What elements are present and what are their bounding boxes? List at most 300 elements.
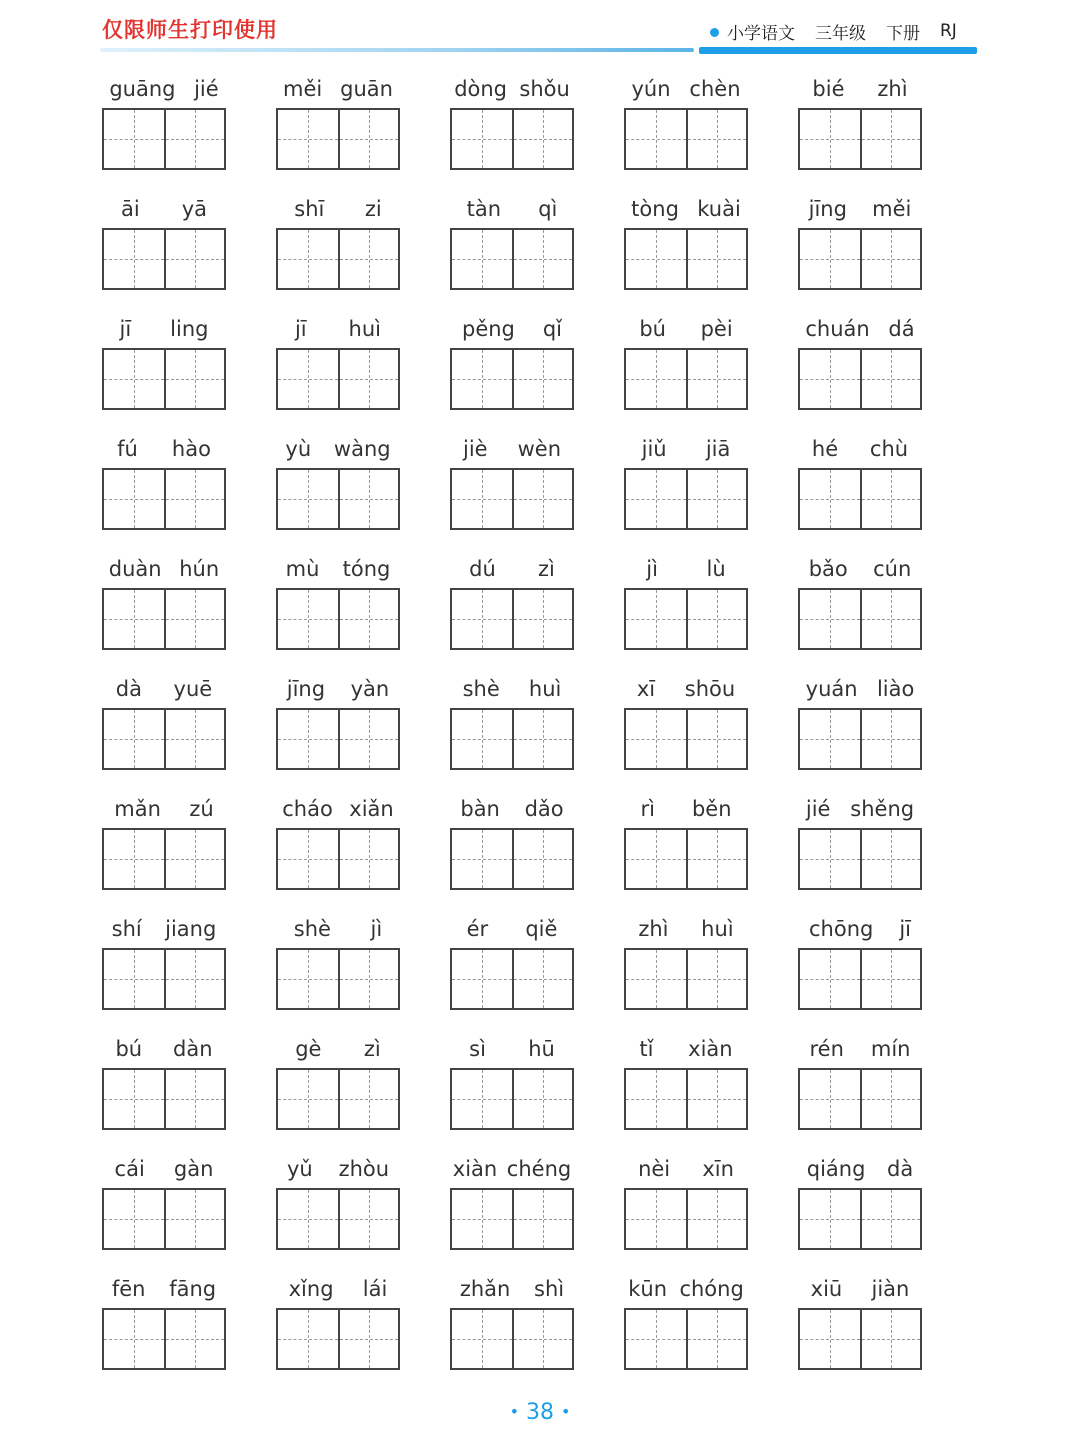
character-cell[interactable] [626, 470, 686, 528]
tian-writing-box[interactable] [276, 1068, 400, 1130]
character-cell[interactable] [626, 1070, 686, 1128]
character-cell[interactable] [278, 350, 338, 408]
character-cell[interactable] [104, 350, 164, 408]
character-cell[interactable] [626, 710, 686, 768]
footer-dot-right: • [561, 1402, 571, 1421]
character-cell[interactable] [512, 710, 572, 768]
exercise-item [270, 550, 406, 670]
pinyin-row [444, 910, 580, 948]
pinyin-syllable: lù [706, 557, 726, 581]
pinyin-syllable: xīn [702, 1157, 734, 1181]
pinyin-row [96, 430, 232, 468]
tian-writing-box[interactable] [450, 108, 574, 170]
character-cell[interactable] [860, 230, 920, 288]
tian-writing-box[interactable] [450, 1308, 574, 1370]
pinyin-syllable: guāng [109, 77, 176, 101]
pinyin-syllable: cháo [282, 797, 333, 821]
character-cell[interactable] [278, 1190, 338, 1248]
tian-writing-box[interactable] [798, 348, 922, 410]
tian-writing-box[interactable] [624, 348, 748, 410]
pinyin-syllable: dǎo [524, 797, 564, 821]
pinyin-syllable: shōu [684, 677, 736, 701]
tian-writing-box[interactable] [276, 708, 400, 770]
character-cell[interactable] [800, 590, 860, 648]
character-cell[interactable] [800, 230, 860, 288]
pinyin-row [270, 1150, 406, 1188]
character-cell[interactable] [164, 350, 224, 408]
character-cell[interactable] [686, 1190, 746, 1248]
character-cell[interactable] [164, 830, 224, 888]
pinyin-syllable: āi [121, 197, 140, 221]
character-cell[interactable] [860, 590, 920, 648]
character-cell[interactable] [338, 1070, 398, 1128]
tian-writing-box[interactable] [102, 588, 226, 650]
tian-writing-box[interactable] [276, 588, 400, 650]
character-cell[interactable] [626, 110, 686, 168]
tian-writing-box[interactable] [102, 468, 226, 530]
pinyin-row [444, 1270, 580, 1308]
exercise-item [618, 1150, 754, 1270]
pinyin-syllable: bàn [460, 797, 500, 821]
character-cell[interactable] [338, 710, 398, 768]
character-cell[interactable] [452, 1070, 512, 1128]
print-restriction-label: 仅限师生打印使用 [102, 18, 278, 42]
pinyin-syllable: jiǔ [641, 437, 667, 461]
character-cell[interactable] [512, 590, 572, 648]
pinyin-row [618, 1150, 754, 1188]
character-cell[interactable] [686, 830, 746, 888]
tian-writing-box[interactable] [624, 1068, 748, 1130]
pinyin-syllable: shí [111, 917, 142, 941]
pinyin-syllable: fēn [111, 1277, 146, 1301]
tian-writing-box[interactable] [624, 588, 748, 650]
character-cell[interactable] [338, 470, 398, 528]
pinyin-syllable: yuē [173, 677, 213, 701]
tian-writing-box[interactable] [102, 1308, 226, 1370]
tian-writing-box[interactable] [276, 1308, 400, 1370]
pinyin-row [792, 70, 928, 108]
pinyin-syllable: dàn [173, 1037, 213, 1061]
character-cell[interactable] [338, 830, 398, 888]
pinyin-row [618, 1270, 754, 1308]
tian-writing-box[interactable] [624, 1188, 748, 1250]
tian-writing-box[interactable] [798, 948, 922, 1010]
tian-writing-box[interactable] [450, 1188, 574, 1250]
character-cell[interactable] [860, 110, 920, 168]
tian-writing-box[interactable] [798, 228, 922, 290]
character-cell[interactable] [452, 1310, 512, 1368]
character-cell[interactable] [800, 950, 860, 1008]
pinyin-syllable: jī [899, 917, 911, 941]
tian-writing-box[interactable] [624, 828, 748, 890]
pinyin-syllable: jiā [705, 437, 731, 461]
pinyin-syllable: chuán [805, 317, 870, 341]
character-cell[interactable] [452, 470, 512, 528]
book-meta [710, 18, 957, 44]
exercise-item [792, 790, 928, 910]
pinyin-row [618, 70, 754, 108]
character-cell[interactable] [512, 950, 572, 1008]
character-cell[interactable] [860, 1190, 920, 1248]
character-cell[interactable] [338, 230, 398, 288]
pinyin-syllable: zhì [877, 77, 908, 101]
pinyin-row [270, 430, 406, 468]
character-cell[interactable] [800, 830, 860, 888]
character-cell[interactable] [164, 590, 224, 648]
pinyin-exercise-grid [96, 70, 976, 1390]
character-cell[interactable] [860, 950, 920, 1008]
character-cell[interactable] [164, 470, 224, 528]
exercise-item [792, 310, 928, 430]
exercise-item [444, 550, 580, 670]
pinyin-syllable: rén [809, 1037, 844, 1061]
tian-writing-box[interactable] [624, 1308, 748, 1370]
exercise-item [270, 1030, 406, 1150]
character-cell[interactable] [338, 110, 398, 168]
character-cell[interactable] [278, 710, 338, 768]
character-cell[interactable] [800, 470, 860, 528]
pinyin-syllable: shī [294, 197, 325, 221]
character-cell[interactable] [164, 710, 224, 768]
pinyin-syllable: mǎn [114, 797, 161, 821]
exercise-item [444, 1030, 580, 1150]
tian-writing-box[interactable] [276, 1188, 400, 1250]
tian-writing-box[interactable] [798, 828, 922, 890]
character-cell[interactable] [104, 1190, 164, 1248]
pinyin-syllable: měi [282, 77, 323, 101]
pinyin-syllable: hún [179, 557, 220, 581]
pinyin-syllable: cái [114, 1157, 145, 1181]
character-cell[interactable] [104, 1070, 164, 1128]
tian-writing-box[interactable] [798, 108, 922, 170]
character-cell[interactable] [104, 590, 164, 648]
tian-writing-box[interactable] [102, 228, 226, 290]
character-cell[interactable] [686, 470, 746, 528]
pinyin-row [618, 910, 754, 948]
character-cell[interactable] [626, 1190, 686, 1248]
character-cell[interactable] [104, 230, 164, 288]
exercise-item [618, 430, 754, 550]
character-cell[interactable] [104, 830, 164, 888]
character-cell[interactable] [686, 590, 746, 648]
pinyin-syllable: yún [631, 77, 671, 101]
character-cell[interactable] [800, 1190, 860, 1248]
tian-writing-box[interactable] [102, 948, 226, 1010]
character-cell[interactable] [452, 950, 512, 1008]
header-rule-left [100, 48, 694, 52]
character-cell[interactable] [626, 830, 686, 888]
character-cell[interactable] [626, 590, 686, 648]
tian-writing-box[interactable] [450, 1068, 574, 1130]
exercise-item [96, 310, 232, 430]
tian-writing-box[interactable] [798, 1068, 922, 1130]
character-cell[interactable] [338, 1190, 398, 1248]
character-cell[interactable] [278, 830, 338, 888]
character-cell[interactable] [626, 350, 686, 408]
pinyin-syllable: ér [466, 917, 489, 941]
character-cell[interactable] [104, 950, 164, 1008]
pinyin-row [444, 670, 580, 708]
character-cell[interactable] [686, 1070, 746, 1128]
volume-label: 下册 [886, 23, 920, 44]
pinyin-syllable: zì [363, 1037, 381, 1061]
pinyin-syllable: wàng [333, 437, 391, 461]
character-cell[interactable] [860, 710, 920, 768]
pinyin-syllable: qiáng [806, 1157, 866, 1181]
character-cell[interactable] [626, 230, 686, 288]
exercise-item [618, 910, 754, 1030]
pinyin-syllable: shì [534, 1277, 565, 1301]
character-cell[interactable] [104, 470, 164, 528]
pinyin-syllable: zhǎn [459, 1277, 511, 1301]
pinyin-row [792, 910, 928, 948]
tian-writing-box[interactable] [450, 228, 574, 290]
exercise-item [444, 1270, 580, 1390]
pinyin-syllable: cún [873, 557, 912, 581]
character-cell[interactable] [338, 950, 398, 1008]
pinyin-syllable: dá [888, 317, 915, 341]
character-cell[interactable] [686, 950, 746, 1008]
character-cell[interactable] [512, 1070, 572, 1128]
character-cell[interactable] [164, 1190, 224, 1248]
character-cell[interactable] [860, 470, 920, 528]
character-cell[interactable] [860, 830, 920, 888]
character-cell[interactable] [164, 950, 224, 1008]
character-cell[interactable] [278, 230, 338, 288]
footer-dot-left: • [509, 1402, 519, 1421]
character-cell[interactable] [860, 1310, 920, 1368]
exercise-item [792, 1030, 928, 1150]
exercise-item [270, 790, 406, 910]
character-cell[interactable] [512, 830, 572, 888]
pinyin-row [96, 790, 232, 828]
character-cell[interactable] [512, 470, 572, 528]
pinyin-syllable: tòng [631, 197, 679, 221]
exercise-item [96, 550, 232, 670]
pinyin-row [96, 310, 232, 348]
tian-writing-box[interactable] [102, 708, 226, 770]
tian-writing-box[interactable] [276, 108, 400, 170]
pinyin-syllable: jīng [808, 197, 847, 221]
pinyin-syllable: tǐ [639, 1037, 654, 1061]
exercise-item [792, 670, 928, 790]
tian-writing-box[interactable] [624, 948, 748, 1010]
pinyin-row [792, 1030, 928, 1068]
exercise-item [444, 1150, 580, 1270]
character-cell[interactable] [338, 350, 398, 408]
tian-writing-box[interactable] [102, 348, 226, 410]
tian-writing-box[interactable] [102, 1068, 226, 1130]
pinyin-row [270, 550, 406, 588]
pinyin-syllable: bú [115, 1037, 143, 1061]
tian-writing-box[interactable] [102, 828, 226, 890]
tian-writing-box[interactable] [276, 948, 400, 1010]
exercise-item [792, 910, 928, 1030]
character-cell[interactable] [686, 1310, 746, 1368]
pinyin-syllable: jì [646, 557, 658, 581]
character-cell[interactable] [452, 710, 512, 768]
character-cell[interactable] [512, 230, 572, 288]
pinyin-syllable: mù [285, 557, 320, 581]
pinyin-syllable: huì [348, 317, 382, 341]
character-cell[interactable] [278, 470, 338, 528]
pinyin-row [444, 190, 580, 228]
tian-writing-box[interactable] [798, 708, 922, 770]
character-cell[interactable] [164, 1310, 224, 1368]
character-cell[interactable] [452, 830, 512, 888]
tian-writing-box[interactable] [276, 828, 400, 890]
character-cell[interactable] [686, 110, 746, 168]
pinyin-syllable: jī [119, 317, 132, 341]
pinyin-syllable: huì [701, 917, 734, 941]
tian-writing-box[interactable] [450, 588, 574, 650]
exercise-item [792, 70, 928, 190]
bullet-dot-icon [710, 28, 719, 37]
tian-writing-box[interactable] [798, 1308, 922, 1370]
pinyin-row [270, 910, 406, 948]
exercise-item [96, 670, 232, 790]
pinyin-syllable: dà [115, 677, 142, 701]
exercise-item [96, 1270, 232, 1390]
tian-writing-box[interactable] [276, 228, 400, 290]
character-cell[interactable] [800, 350, 860, 408]
pinyin-syllable: hào [171, 437, 211, 461]
character-cell[interactable] [626, 950, 686, 1008]
pinyin-syllable: wèn [517, 437, 561, 461]
pinyin-row [96, 70, 232, 108]
pinyin-syllable: qiě [525, 917, 558, 941]
pinyin-row [792, 670, 928, 708]
pinyin-row [96, 910, 232, 948]
pinyin-row [618, 550, 754, 588]
pinyin-syllable: xiàn [452, 1157, 498, 1181]
pinyin-syllable: jiè [463, 437, 488, 461]
tian-writing-box[interactable] [624, 108, 748, 170]
character-cell[interactable] [338, 1310, 398, 1368]
exercise-item [270, 430, 406, 550]
character-cell[interactable] [104, 110, 164, 168]
character-cell[interactable] [626, 1310, 686, 1368]
character-cell[interactable] [278, 590, 338, 648]
exercise-item [618, 550, 754, 670]
character-cell[interactable] [452, 230, 512, 288]
character-cell[interactable] [452, 1190, 512, 1248]
pinyin-syllable: jié [194, 77, 219, 101]
pinyin-syllable: chèn [689, 77, 741, 101]
character-cell[interactable] [686, 230, 746, 288]
character-cell[interactable] [278, 110, 338, 168]
pinyin-syllable: guān [340, 77, 393, 101]
tian-writing-box[interactable] [798, 588, 922, 650]
character-cell[interactable] [338, 590, 398, 648]
character-cell[interactable] [164, 1070, 224, 1128]
tian-writing-box[interactable] [450, 348, 574, 410]
pinyin-syllable: yuán [805, 677, 858, 701]
pinyin-row [618, 1030, 754, 1068]
character-cell[interactable] [800, 1070, 860, 1128]
tian-writing-box[interactable] [624, 468, 748, 530]
tian-writing-box[interactable] [450, 468, 574, 530]
tian-writing-box[interactable] [102, 1188, 226, 1250]
pinyin-syllable: duàn [108, 557, 162, 581]
character-cell[interactable] [452, 110, 512, 168]
pinyin-syllable: zi [364, 197, 382, 221]
exercise-item [618, 670, 754, 790]
exercise-item [792, 190, 928, 310]
character-cell[interactable] [860, 1070, 920, 1128]
tian-writing-box[interactable] [798, 1188, 922, 1250]
tian-writing-box[interactable] [450, 948, 574, 1010]
character-cell[interactable] [800, 1310, 860, 1368]
character-cell[interactable] [800, 110, 860, 168]
tian-writing-box[interactable] [276, 348, 400, 410]
character-cell[interactable] [278, 1310, 338, 1368]
pinyin-syllable: xǐng [288, 1277, 334, 1301]
character-cell[interactable] [512, 1190, 572, 1248]
exercise-item [96, 430, 232, 550]
pinyin-syllable: gàn [173, 1157, 214, 1181]
character-cell[interactable] [686, 350, 746, 408]
tian-writing-box[interactable] [450, 828, 574, 890]
character-cell[interactable] [860, 350, 920, 408]
pinyin-syllable: zhì [638, 917, 669, 941]
pinyin-row [270, 190, 406, 228]
pinyin-row [618, 790, 754, 828]
pinyin-syllable: huì [528, 677, 562, 701]
exercise-item [270, 310, 406, 430]
character-cell[interactable] [104, 710, 164, 768]
tian-writing-box[interactable] [276, 468, 400, 530]
character-cell[interactable] [164, 110, 224, 168]
tian-writing-box[interactable] [624, 708, 748, 770]
pinyin-row [618, 430, 754, 468]
character-cell[interactable] [104, 1310, 164, 1368]
character-cell[interactable] [164, 230, 224, 288]
exercise-item [792, 550, 928, 670]
pinyin-syllable: jī [294, 317, 307, 341]
tian-writing-box[interactable] [450, 708, 574, 770]
pinyin-syllable: xiǎn [349, 797, 394, 821]
exercise-item [96, 1030, 232, 1150]
character-cell[interactable] [452, 350, 512, 408]
character-cell[interactable] [278, 950, 338, 1008]
exercise-item [270, 910, 406, 1030]
character-cell[interactable] [278, 1070, 338, 1128]
pinyin-syllable: fāng [169, 1277, 217, 1301]
character-cell[interactable] [512, 110, 572, 168]
pinyin-row [270, 1270, 406, 1308]
exercise-item [618, 190, 754, 310]
pinyin-syllable: fú [117, 437, 138, 461]
tian-writing-box[interactable] [624, 228, 748, 290]
character-cell[interactable] [512, 350, 572, 408]
character-cell[interactable] [686, 710, 746, 768]
pinyin-row [444, 1150, 580, 1188]
pinyin-row [444, 310, 580, 348]
character-cell[interactable] [512, 1310, 572, 1368]
grade-label: 三年级 [815, 23, 866, 44]
pinyin-syllable: gè [295, 1037, 322, 1061]
pinyin-row [792, 550, 928, 588]
pinyin-syllable: shěng [850, 797, 915, 821]
character-cell[interactable] [800, 710, 860, 768]
character-cell[interactable] [452, 590, 512, 648]
exercise-item [270, 190, 406, 310]
tian-writing-box[interactable] [102, 108, 226, 170]
subject-label: 小学语文 [727, 23, 795, 44]
tian-writing-box[interactable] [798, 468, 922, 530]
pinyin-syllable: měi [872, 197, 912, 221]
